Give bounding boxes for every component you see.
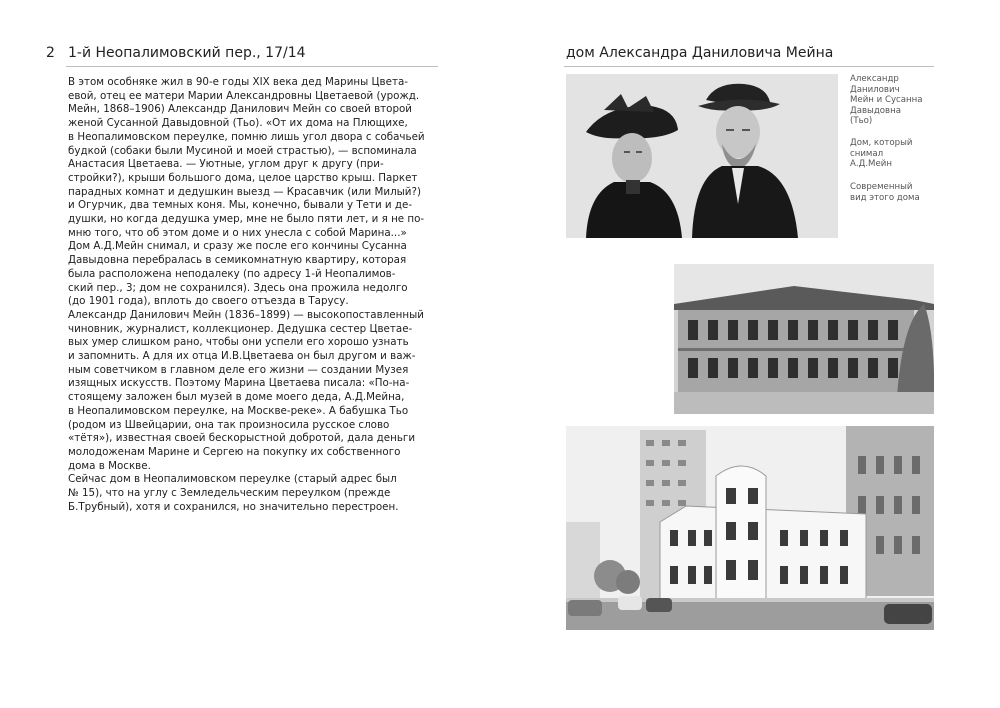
- body-line: «тётя»), известная своей бескорыстной добротой, дала деньги: [68, 432, 416, 445]
- left-title-rule: [66, 66, 438, 67]
- page-number: 2: [46, 45, 55, 61]
- body-line: дома в Москве.: [68, 459, 151, 472]
- body-line: стоящему заложен был музей в доме моего деда, А.Д.Мейна,: [68, 391, 405, 404]
- modern-house-photo: [566, 426, 934, 630]
- body-line: евой, отец ее матери Марии Александровны Цветаевой (урожд.: [68, 89, 420, 102]
- body-line: Мейн, 1868–1906) Александр Данилович Мейн со своей второй: [68, 103, 413, 116]
- body-line: была расположена неподалеку (по адресу 1-й Неопалимов-: [68, 267, 396, 280]
- body-line: (родом из Швейцарии, она так произносила русское слово: [68, 418, 390, 431]
- body-line: в Неопалимовском переулке, помню лишь угол двора с собачьей: [68, 130, 425, 143]
- body-line: Анастасия Цветаева. — Уютные, углом друг к другу (при-: [68, 158, 384, 171]
- body-line: вых умер слишком рано, чтобы они успели его хорошо узнать: [68, 336, 409, 349]
- body-line: Дом А.Д.Мейн снимал, и сразу же после его кончины Сусанна: [68, 240, 407, 253]
- body-line: чиновник, журналист, коллекционер. Дедушка сестер Цветае-: [68, 322, 413, 335]
- caption-line: Дом, который: [850, 138, 913, 148]
- body-line: № 15), что на углу с Земледельческим переулком (прежде: [68, 487, 391, 500]
- body-line: Давыдовна перебралась в семикомнатную квартиру, которая: [68, 254, 407, 267]
- body-line: в Неопалимовском переулке, на Москве-реке». А бабушка Тьо: [68, 404, 409, 417]
- modern-house-caption: [850, 182, 940, 203]
- body-line: стройки?), крыши большого дома, целое царство крыш. Паркет: [68, 171, 418, 184]
- body-line: будкой (собаки были Мусиной и моей страстью), — вспоминала: [68, 144, 417, 157]
- caption-line: А.Д.Мейн: [850, 159, 892, 170]
- body-line: ным советчиком в главном деле его жизни — создании Музея: [68, 363, 409, 376]
- body-line: и Огурчик, два темных коня. Мы, конечно, бывали у Тети и де-: [68, 199, 413, 212]
- caption-line: Мейн и Сусанна: [850, 95, 923, 106]
- body-line: душки, но когда дедушка умер, мне не было пяти лет, и я не по-: [68, 213, 425, 226]
- right-title-rule: [564, 66, 934, 67]
- portrait-photo: [566, 74, 838, 238]
- caption-line: Современный: [850, 182, 913, 192]
- body-text: [68, 76, 438, 515]
- caption-line: Данилович: [850, 84, 900, 95]
- body-line: ский пер., 3; дом не сохранился). Здесь она прожила недолго: [68, 281, 408, 294]
- caption-line: вид этого дома: [850, 192, 920, 203]
- caption-line: Александр: [850, 74, 899, 84]
- body-line: изящных искусств. Поэтому Марина Цветаева писала: «По-на-: [68, 377, 410, 390]
- body-line: женой Сусанной Давыдовной (Тьо). «От их дома на Плющихе,: [68, 117, 408, 130]
- right-page-title: дом Александра Даниловича Мейна: [566, 45, 834, 61]
- old-house-caption: [850, 138, 940, 170]
- body-line: Сейчас дом в Неопалимовском переулке (старый адрес был: [68, 473, 397, 486]
- body-line: (до 1901 года), вплоть до своего отъезда в Тарусу.: [68, 295, 349, 308]
- body-line: Александр Данилович Мейн (1836–1899) — высокопоставленный: [68, 308, 424, 321]
- body-line: мню того, что об этом доме и о них унесла с собой Марина...»: [68, 226, 407, 239]
- old-house-photo: [674, 264, 934, 414]
- left-page-title: 1-й Неопалимовский пер., 17/14: [68, 45, 306, 61]
- caption-line: Давыдовна: [850, 105, 901, 116]
- body-line: Б.Трубный), хотя и сохранился, но значительно перестроен.: [68, 500, 399, 513]
- portrait-caption: [850, 74, 940, 127]
- caption-line: снимал: [850, 148, 884, 159]
- body-line: молодоженам Марине и Сергею на покупку их собственного: [68, 445, 401, 458]
- body-line: В этом особняке жил в 90-е годы XIX века дед Марины Цвета-: [68, 76, 408, 88]
- body-line: парадных комнат и дедушкин выезд — Красавчик (или Милый?): [68, 185, 421, 198]
- body-line: и запомнить. А для их отца И.В.Цветаева он был другом и важ-: [68, 350, 416, 363]
- caption-line: (Тьо): [850, 116, 873, 127]
